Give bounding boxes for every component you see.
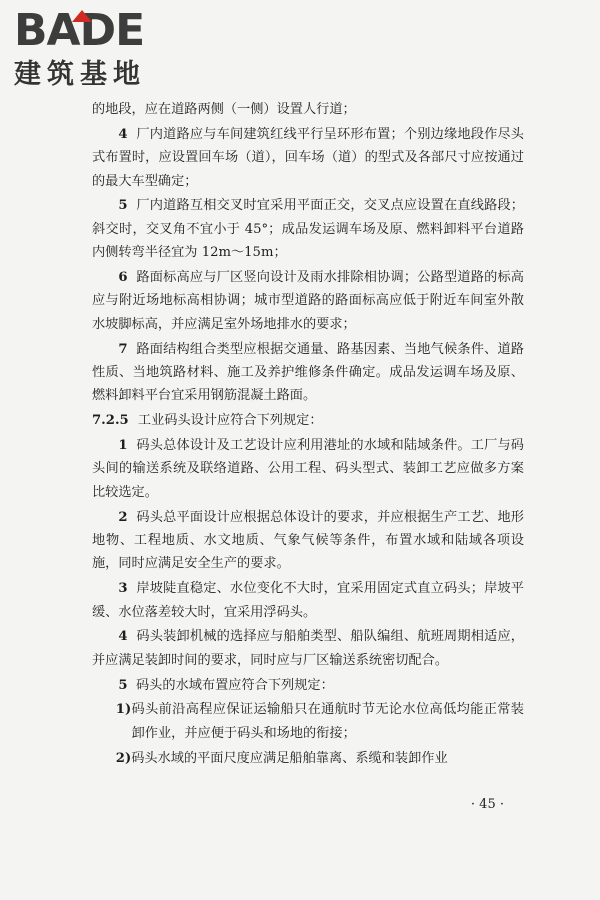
item-number: 1 (118, 438, 128, 454)
logo-subtitle: 建筑基地 (14, 59, 146, 90)
paragraph-item-6 (92, 266, 524, 336)
clause-item-1 (92, 434, 524, 504)
paragraph-continuation (92, 98, 524, 121)
item-number: 7 (118, 341, 128, 357)
item-number: 5 (118, 677, 128, 693)
logo-brand-text: BADE (14, 5, 145, 56)
clause-text: 码头总平面设计应根据总体设计的要求，并应根据生产工艺、地形地物、工程地质、水文地质、气象气候等条件，布置水域和陆域各项设施，同时应满足安全生产的要求。 (92, 509, 524, 572)
sub-clause-text: 码头水域的平面尺度应满足船舶靠离、系缆和装卸作业 (131, 750, 448, 766)
logo-wordmark (14, 5, 184, 56)
paragraph-text: 路面结构组合类型应根据交通量、路基因素、当地气候条件、道路性质、当地筑路材料、施工及养护维修条件确定。成品发运调车场及原、燃料卸料平台宜采用钢筋混凝土路面。 (92, 341, 524, 404)
document-body (92, 98, 524, 771)
section-number: 7.2.5 (92, 413, 129, 429)
clause-item-3 (92, 577, 524, 624)
sub-item-number: 2) (115, 750, 132, 766)
clause-text: 岸坡陡直稳定、水位变化不大时，宜采用固定式直立码头；岸坡平缓、水位落差较大时，宜采用浮码头。 (92, 581, 524, 620)
section-heading (92, 409, 524, 432)
paragraph-text: 厂内道路应与车间建筑红线平行呈环形布置；个别边缘地段作尽头式布置时，应设置回车场（道），回车场（道）的型式及各部尺寸应按通过的最大车型确定； (92, 126, 524, 189)
logo-accent-triangle (72, 10, 92, 22)
paragraph-item-4 (92, 123, 524, 193)
paragraph-text: 路面标高应与厂区竖向设计及雨水排除相协调；公路型道路的标高应与附近场地标高相协调；城市型道路的路面标高应低于附近车间室外散水坡脚标高，并应满足室外场地排水的要求； (92, 270, 524, 332)
sub-item-number: 1) (115, 702, 132, 718)
page-number: · 45 · (470, 797, 504, 812)
clause-item-4 (92, 625, 524, 672)
clause-text: 码头装卸机械的选择应与船舶类型、船队编组、航班周期相适应，并应满足装卸时间的要求，同时应与厂区输送系统密切配合。 (92, 629, 524, 668)
logo (14, 5, 184, 92)
paragraph-item-5 (92, 194, 524, 264)
item-number: 4 (118, 629, 128, 645)
paragraph-text: 厂内道路互相交叉时宜采用平面正交，交叉点应设置在直线路段；斜交时，交叉角不宜小于 45°；成品发运调车场及原、燃料卸料平台道路内侧转弯半径宜为 12m～15m； (92, 198, 524, 261)
sub-clause-text: 码头前沿高程应保证运输船只在通航时节无论水位高低均能正常装卸作业，并应便于码头和场地的衔接； (131, 702, 524, 741)
item-number: 2 (118, 509, 128, 525)
clause-item-5 (92, 674, 524, 697)
item-number: 3 (118, 581, 128, 597)
clause-text: 码头的水域布置应符合下列规定： (135, 677, 334, 693)
clause-item-2 (92, 506, 524, 576)
section-title: 工业码头设计应符合下列规定： (137, 413, 323, 429)
sub-clause-2 (92, 747, 524, 770)
clause-text: 码头总体设计及工艺设计应利用港址的水域和陆域条件。工厂与码头间的输送系统及联络道路、公用工程、码头型式、装卸工艺应做多方案比较选定。 (92, 438, 524, 500)
sub-clause-1 (92, 698, 524, 745)
item-number: 6 (118, 270, 128, 286)
item-number: 5 (118, 198, 128, 214)
paragraph-item-7 (92, 338, 524, 408)
item-number: 4 (118, 126, 128, 142)
paragraph-text: 的地段，应在道路两侧（一侧）设置人行道； (92, 102, 356, 117)
